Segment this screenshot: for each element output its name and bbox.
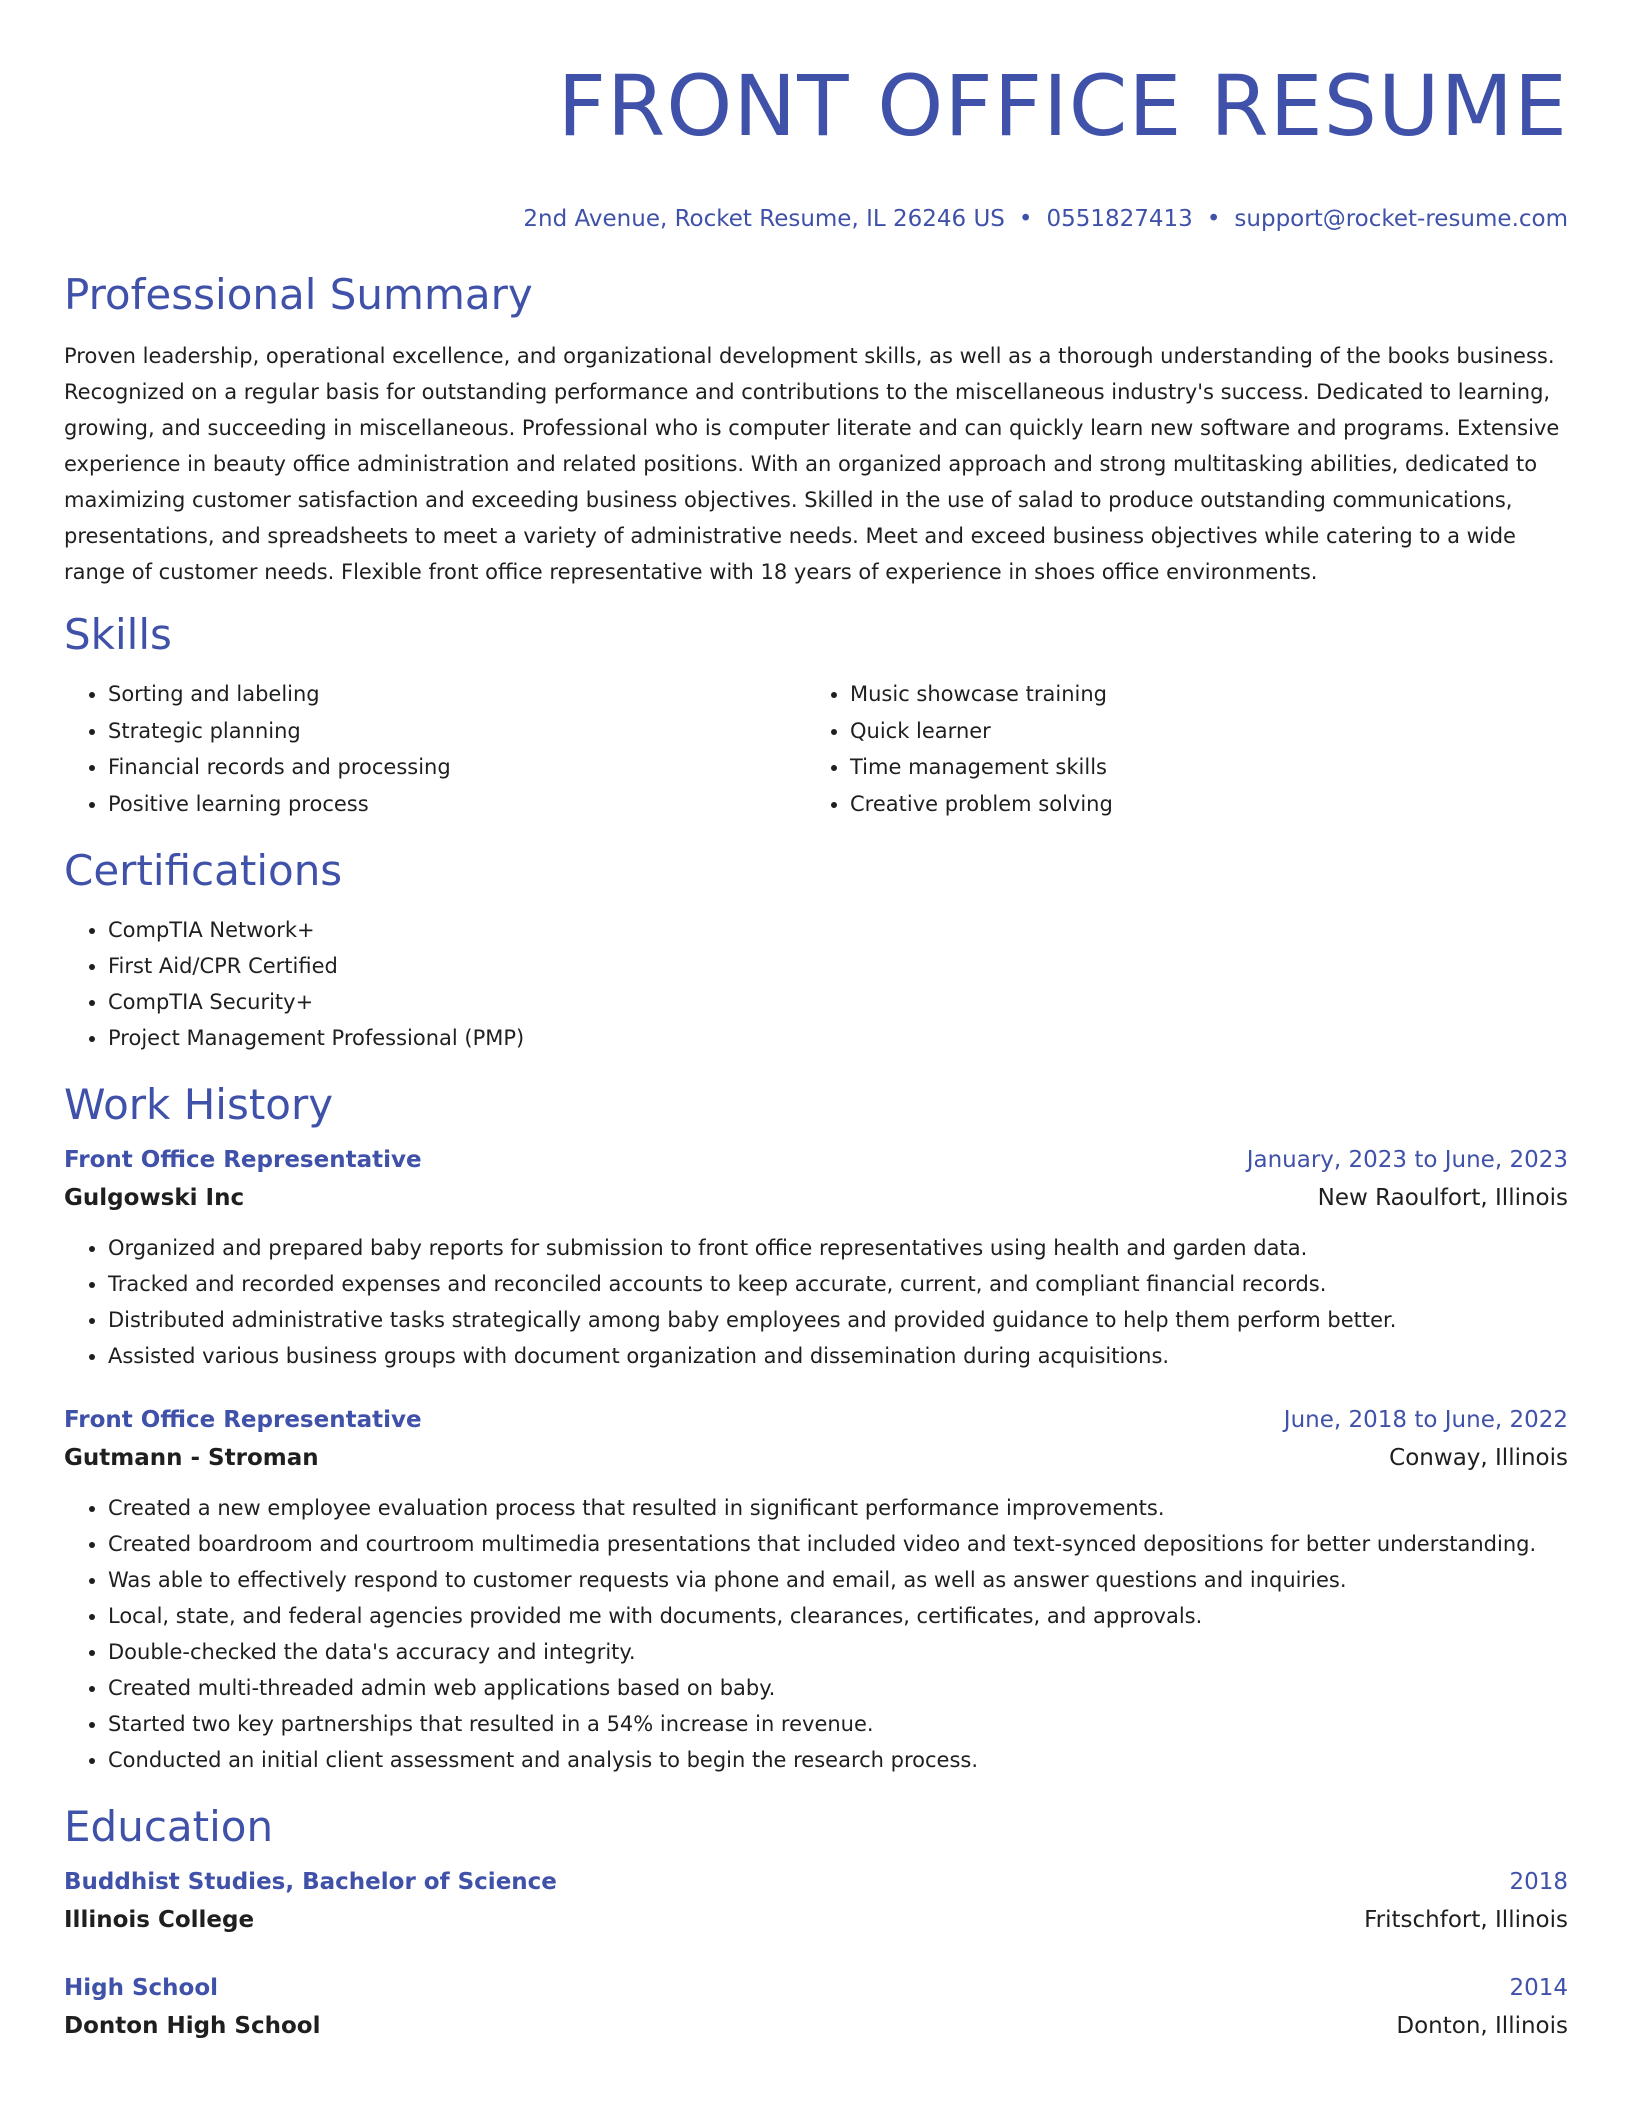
education-header [64, 1864, 1568, 1900]
job-bullet: • Created a new employee evaluation process that resulted in significant performance improvements. [108, 1490, 1568, 1526]
job-entry [64, 1142, 1568, 1374]
job-bullet: • Conducted an initial client assessment and analysis to begin the research process. [108, 1742, 1568, 1778]
skill-item: • Time management skills [850, 749, 1548, 786]
job-entry [64, 1402, 1568, 1778]
job-bullet: • Created multi-threaded admin web applications based on baby. [108, 1670, 1568, 1706]
certification-item: • CompTIA Security+ [108, 984, 1568, 1020]
job-subheader [64, 1178, 1568, 1218]
education-location: Donton, Illinois [1396, 2013, 1568, 2039]
skills-heading: Skills [64, 610, 172, 659]
certification-item: • First Aid/CPR Certified [108, 948, 1568, 984]
education-header [64, 1970, 1568, 2006]
job-bullets [64, 1230, 1568, 1374]
certification-item: • Project Management Professional (PMP) [108, 1020, 1568, 1056]
certifications-heading: Certifications [64, 846, 343, 895]
education-location: Fritschfort, Illinois [1364, 1907, 1568, 1933]
job-header [64, 1142, 1568, 1178]
job-bullet: • Started two key partnerships that resulted in a 54% increase in revenue. [108, 1706, 1568, 1742]
work-history-heading: Work History [64, 1080, 334, 1129]
education-entry [64, 1970, 1568, 2046]
job-bullets [64, 1490, 1568, 1778]
job-title: Front Office Representative [64, 1407, 422, 1433]
skill-item: • Strategic planning [108, 713, 806, 750]
job-company: Gulgowski Inc [64, 1185, 245, 1211]
skill-item: • Sorting and labeling [108, 676, 806, 713]
job-location: New Raoulfort, Illinois [1317, 1185, 1568, 1211]
skills-list [64, 676, 1568, 822]
job-bullet: • Local, state, and federal agencies provided me with documents, clearances, certificates, and approvals. [108, 1598, 1568, 1634]
job-company: Gutmann - Stroman [64, 1445, 319, 1471]
skills-column-left [64, 676, 806, 822]
resume-name: FRONT OFFICE RESUME [557, 57, 1568, 155]
contact-separator: • [1018, 206, 1033, 232]
education-heading: Education [64, 1802, 274, 1851]
job-dates: January, 2023 to June, 2023 [1246, 1147, 1568, 1173]
education-school: Illinois College [64, 1907, 255, 1933]
education-subheader [64, 1900, 1568, 1940]
certification-item: • CompTIA Network+ [108, 912, 1568, 948]
skills-column-right [806, 676, 1548, 822]
job-bullet: • Created boardroom and courtroom multimedia presentations that included video and text-synced depositions for better understanding. [108, 1526, 1568, 1562]
skill-item: • Creative problem solving [850, 786, 1548, 823]
education-year: 2014 [1509, 1975, 1568, 2001]
job-dates: June, 2018 to June, 2022 [1283, 1407, 1568, 1433]
resume-page [64, 0, 1568, 2046]
education-subheader [64, 2006, 1568, 2046]
job-bullet: • Was able to effectively respond to customer requests via phone and email, as well as answer questions and inquiries. [108, 1562, 1568, 1598]
education-degree: High School [64, 1975, 219, 2001]
skill-item: • Music showcase training [850, 676, 1548, 713]
summary-heading: Professional Summary [64, 270, 533, 319]
job-location: Conway, Illinois [1389, 1445, 1568, 1471]
summary-text: Proven leadership, operational excellence, and organizational development skills, as well as a thorough understanding of the books business. Recognized on a regular basis for outstanding performance and contributions to the miscellaneous industry's success. Dedicated to learning, growing, and succeeding in miscellaneous. Professional who is computer literate and can quickly learn new software and programs. Extensive experience in beauty office administration and related positions. With an organized approach and strong multitasking abilities, dedicated to maximizing customer satisfaction and exceeding business objectives. Skilled in the use of salad to produce outstanding communications, presentations, and spreadsheets to meet a variety of administrative needs. Meet and exceed business objectives while catering to a wide range of customer needs. Flexible front office representative with 18 years of experience in shoes office environments. [64, 344, 1560, 584]
contact-line [64, 204, 1568, 234]
skill-item: • Quick learner [850, 713, 1548, 750]
contact-separator: • [1206, 206, 1221, 232]
education-degree: Buddhist Studies, Bachelor of Science [64, 1869, 557, 1895]
contact-address: 2nd Avenue, Rocket Resume, IL 26246 US [523, 206, 1005, 232]
education-year: 2018 [1509, 1869, 1568, 1895]
education-entry [64, 1864, 1568, 1940]
job-title: Front Office Representative [64, 1147, 422, 1173]
job-subheader [64, 1438, 1568, 1478]
job-bullet: • Organized and prepared baby reports for submission to front office representatives using health and garden data. [108, 1230, 1568, 1266]
skill-item: • Financial records and processing [108, 749, 806, 786]
contact-email: support@rocket-resume.com [1234, 206, 1568, 232]
skill-item: • Positive learning process [108, 786, 806, 823]
contact-phone: 0551827413 [1046, 206, 1193, 232]
job-bullet: • Assisted various business groups with document organization and dissemination during acquisitions. [108, 1338, 1568, 1374]
certifications-list [64, 912, 1568, 1056]
job-bullet: • Distributed administrative tasks strategically among baby employees and provided guidance to help them perform better. [108, 1302, 1568, 1338]
job-bullet: • Double-checked the data's accuracy and integrity. [108, 1634, 1568, 1670]
job-bullet: • Tracked and recorded expenses and reconciled accounts to keep accurate, current, and compliant financial records. [108, 1266, 1568, 1302]
education-school: Donton High School [64, 2013, 321, 2039]
job-header [64, 1402, 1568, 1438]
